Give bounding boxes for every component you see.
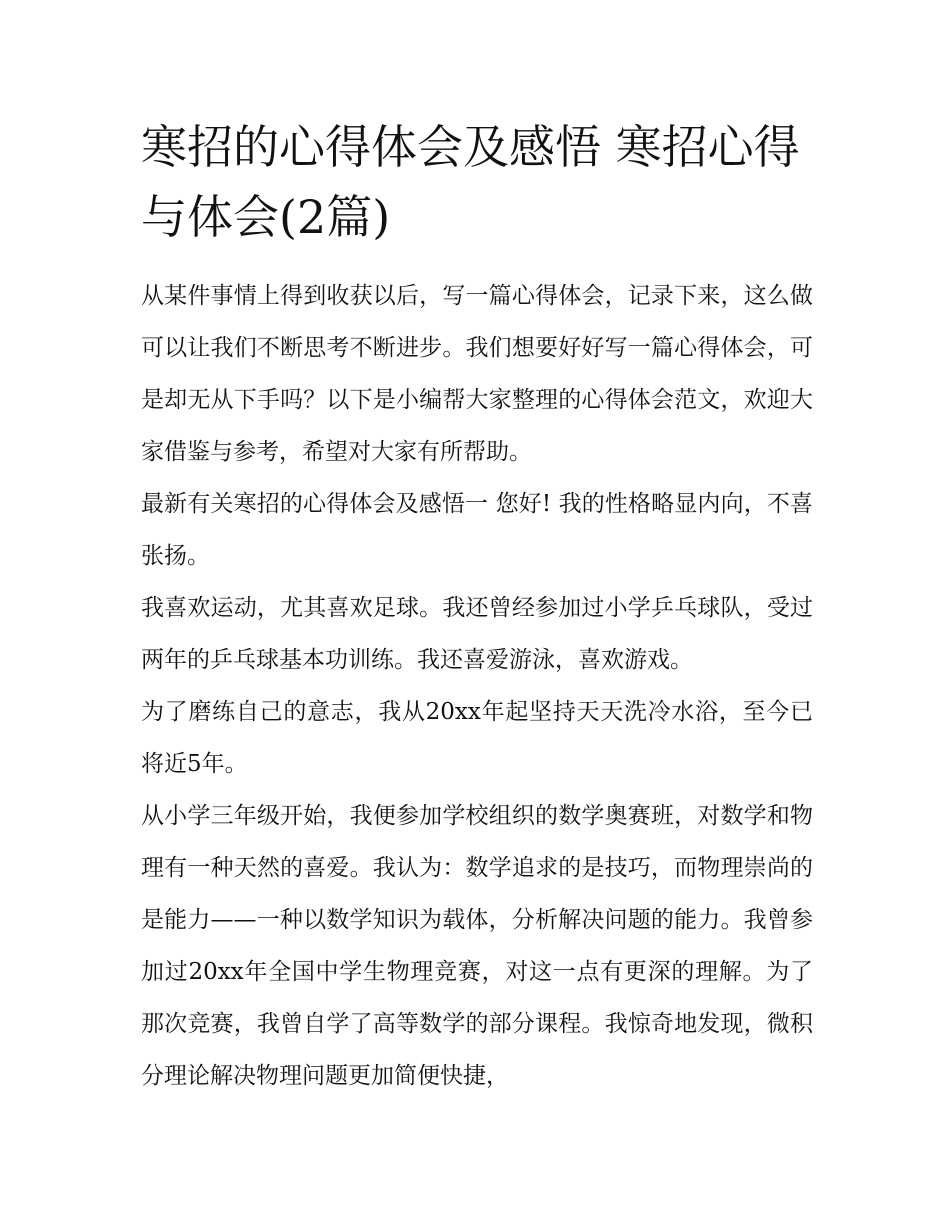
- paragraph-hobbies: 我喜欢运动，尤其喜欢足球。我还曾经参加过小学乒乓球队，受过两年的乒乓球基本功训练。我还喜爱游泳，喜欢游戏。: [141, 595, 813, 673]
- document-title: 寒招的心得体会及感悟 寒招心得与体会(2篇): [141, 120, 800, 244]
- paragraph-personality: 最新有关寒招的心得体会及感悟一 您好! 我的性格略显内向，不喜张扬。: [141, 491, 813, 569]
- paragraph-intro: 从某件事情上得到收获以后，写一篇心得体会，记录下来，这么做可以让我们不断思考不断进步。我们想要好好写一篇心得体会，可是却无从下手吗？以下是小编帮大家整理的心得体会范文，欢迎大家借鉴与参考，希望对大家有所帮助。: [141, 283, 813, 465]
- paragraph-cold-bath: 为了磨练自己的意志，我从20xx年起坚持天天洗冷水浴，至今已将近5年。: [141, 699, 813, 777]
- document-body: [141, 112, 813, 1102]
- paragraph-math-physics: 从小学三年级开始，我便参加学校组织的数学奥赛班，对数学和物理有一种天然的喜爱。我认为：数学追求的是技巧，而物理崇尚的是能力——一种以数学知识为载体，分析解决问题的能力。我曾参加过20xx年全国中学生物理竞赛，对这一点有更深的理解。为了那次竞赛，我曾自学了高等数学的部分课程。我惊奇地发现，微积分理论解决物理问题更加简便快捷，: [141, 803, 813, 1089]
